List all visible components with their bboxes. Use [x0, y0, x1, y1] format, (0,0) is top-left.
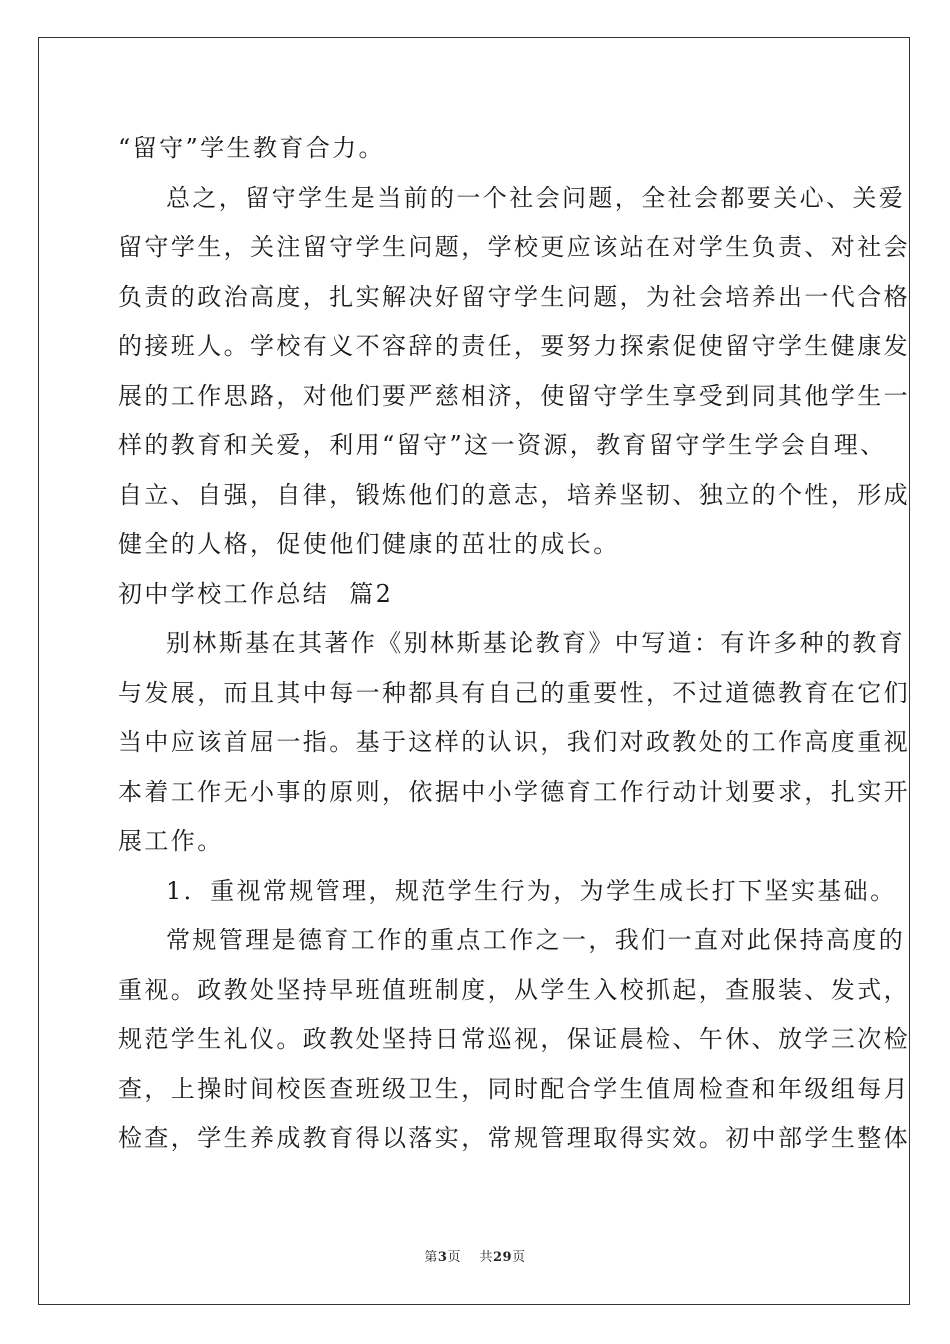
page-footer [0, 1246, 950, 1265]
page-indicator [424, 1250, 461, 1265]
paragraph-line: 常规管理是德育工作的重点工作之一，我们一直对此保持高度的 [166, 926, 906, 954]
paragraph-line: 别林斯基在其著作《别林斯基论教育》中写道：有许多种的教育 [166, 629, 906, 657]
numbered-item: 1．重视常规管理，规范学生行为，为学生成长打下坚实基础。 [166, 876, 897, 905]
page-suffix: 页 [447, 1250, 461, 1265]
paragraph-line: 展工作。 [118, 827, 224, 855]
paragraph-line: 与发展，而且其中每一种都具有自己的重要性，不过道德教育在它们 [118, 678, 910, 707]
paragraph-line: 健全的人格，促使他们健康的茁壮的成长。 [118, 530, 620, 558]
page-prefix: 第 [424, 1250, 438, 1265]
paragraph-line: 负责的政治高度，扎实解决好留守学生问题，为社会培养出一代合格 [118, 282, 910, 311]
paragraph-line: 本着工作无小事的原则，依据中小学德育工作行动计划要求，扎实开 [118, 777, 910, 806]
total-pages: 29 [493, 1250, 513, 1265]
paragraph-line: 规范学生礼仪。政教处坚持日常巡视，保证晨检、午休、放学三次检 [118, 1025, 910, 1053]
paragraph-line: 查，上操时间校医查班级卫生，同时配合学生值周检查和年级组每月 [118, 1074, 910, 1103]
total-suffix: 页 [512, 1250, 526, 1265]
paragraph-line: 检查，学生养成教育得以落实，常规管理取得实效。初中部学生整体 [118, 1124, 910, 1152]
total-prefix: 共 [479, 1250, 493, 1265]
page-number: 3 [437, 1250, 448, 1265]
paragraph-line: 当中应该首屈一指。基于这样的认识，我们对政教处的工作高度重视 [118, 728, 910, 756]
paragraph-line: 样的教育和关爱，利用“留守”这一资源，教育留守学生学会自理、 [118, 431, 887, 459]
paragraph-line: 总之，留守学生是当前的一个社会问题，全社会都要关心、关爱 [166, 183, 906, 212]
paragraph-line: “留守”学生教育合力。 [118, 134, 385, 162]
paragraph-line: 的接班人。学校有义不容辞的责任，要努力探索促使留守学生健康发 [118, 332, 910, 360]
section-heading: 初中学校工作总结 篇2 [118, 579, 394, 608]
paragraph-line: 留守学生，关注留守学生问题，学校更应该站在对学生负责、对社会 [118, 233, 910, 261]
document-body [118, 124, 910, 1164]
total-pages-indicator [479, 1250, 525, 1265]
paragraph-line: 自立、自强，自律，锻炼他们的意志，培养坚韧、独立的个性，形成 [118, 480, 910, 509]
paragraph-line: 展的工作思路，对他们要严慈相济，使留守学生享受到同其他学生一 [118, 381, 910, 410]
paragraph-line: 重视。政教处坚持早班值班制度，从学生入校抓起，查服装、发式， [118, 975, 910, 1004]
